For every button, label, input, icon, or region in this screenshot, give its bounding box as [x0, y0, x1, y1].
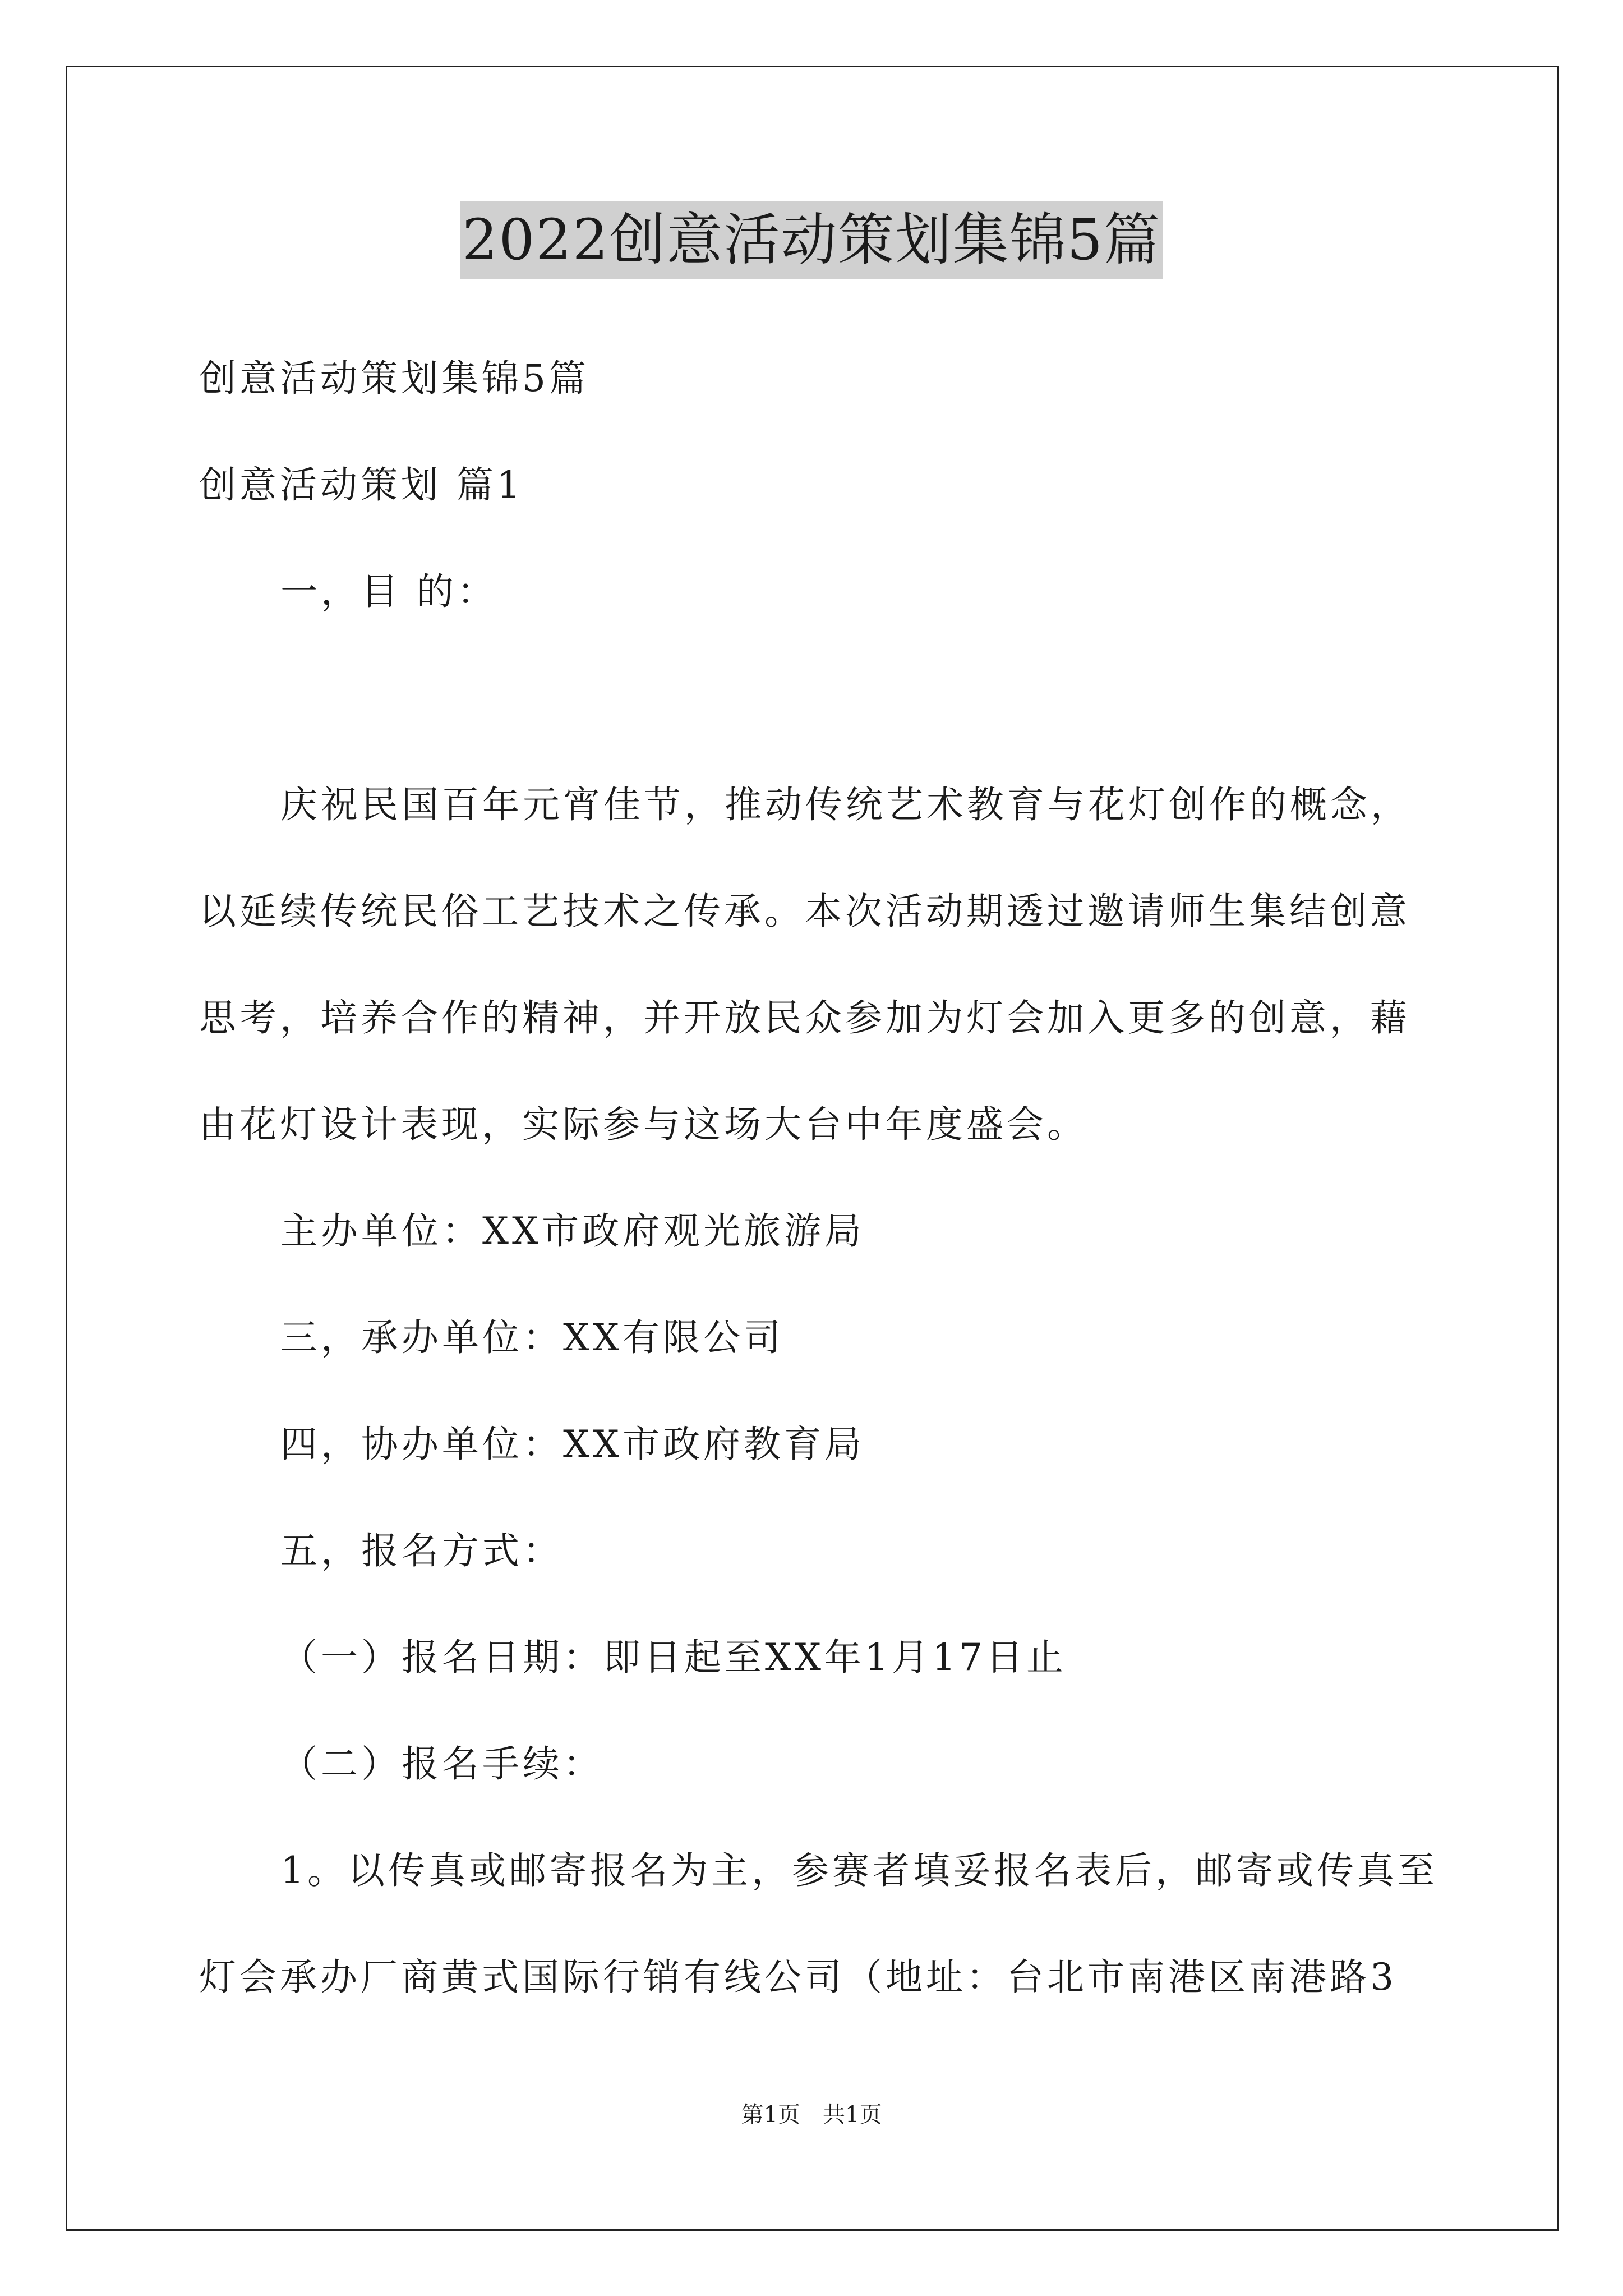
- paragraph-line: 灯会承办厂商黄式国际行销有线公司（地址：台北市南港区南港路3: [199, 1955, 1397, 1999]
- paragraph-line: 1。以传真或邮寄报名为主，参赛者填妥报名表后，邮寄或传真至: [280, 1849, 1438, 1892]
- page-footer: 第1页 共1页: [741, 2102, 882, 2128]
- registration-heading: 五，报名方式：: [280, 1529, 563, 1572]
- title-container: [0, 201, 1623, 279]
- assistant-organizer-line: 四，协办单位：XX市政府教育局: [280, 1423, 865, 1466]
- organizer-line: 主办单位：XX市政府观光旅游局: [280, 1209, 865, 1253]
- paragraph-line: 庆祝民国百年元宵佳节，推动传统艺术教育与花灯创作的概念，: [280, 783, 1411, 826]
- subtitle-line: 创意活动策划集锦5篇: [199, 357, 589, 400]
- co-organizer-line: 三，承办单位：XX有限公司: [280, 1316, 784, 1359]
- document-title: 2022创意活动策划集锦5篇: [460, 201, 1163, 279]
- purpose-heading: 一，目 的：: [280, 570, 497, 613]
- paragraph-line: 由花灯设计表现，实际参与这场大台中年度盛会。: [199, 1103, 1087, 1146]
- section-heading: 创意活动策划 篇1: [199, 463, 524, 507]
- registration-procedure-heading: （二）报名手续：: [280, 1742, 603, 1786]
- paragraph-line: 以延续传统民俗工艺技术之传承。本次活动期透过邀请师生集结创意: [199, 890, 1410, 933]
- paragraph-line: 思考，培养合作的精神，并开放民众参加为灯会加入更多的创意，藉: [199, 996, 1410, 1039]
- registration-date-line: （一）报名日期：即日起至XX年1月17日止: [280, 1636, 1067, 1679]
